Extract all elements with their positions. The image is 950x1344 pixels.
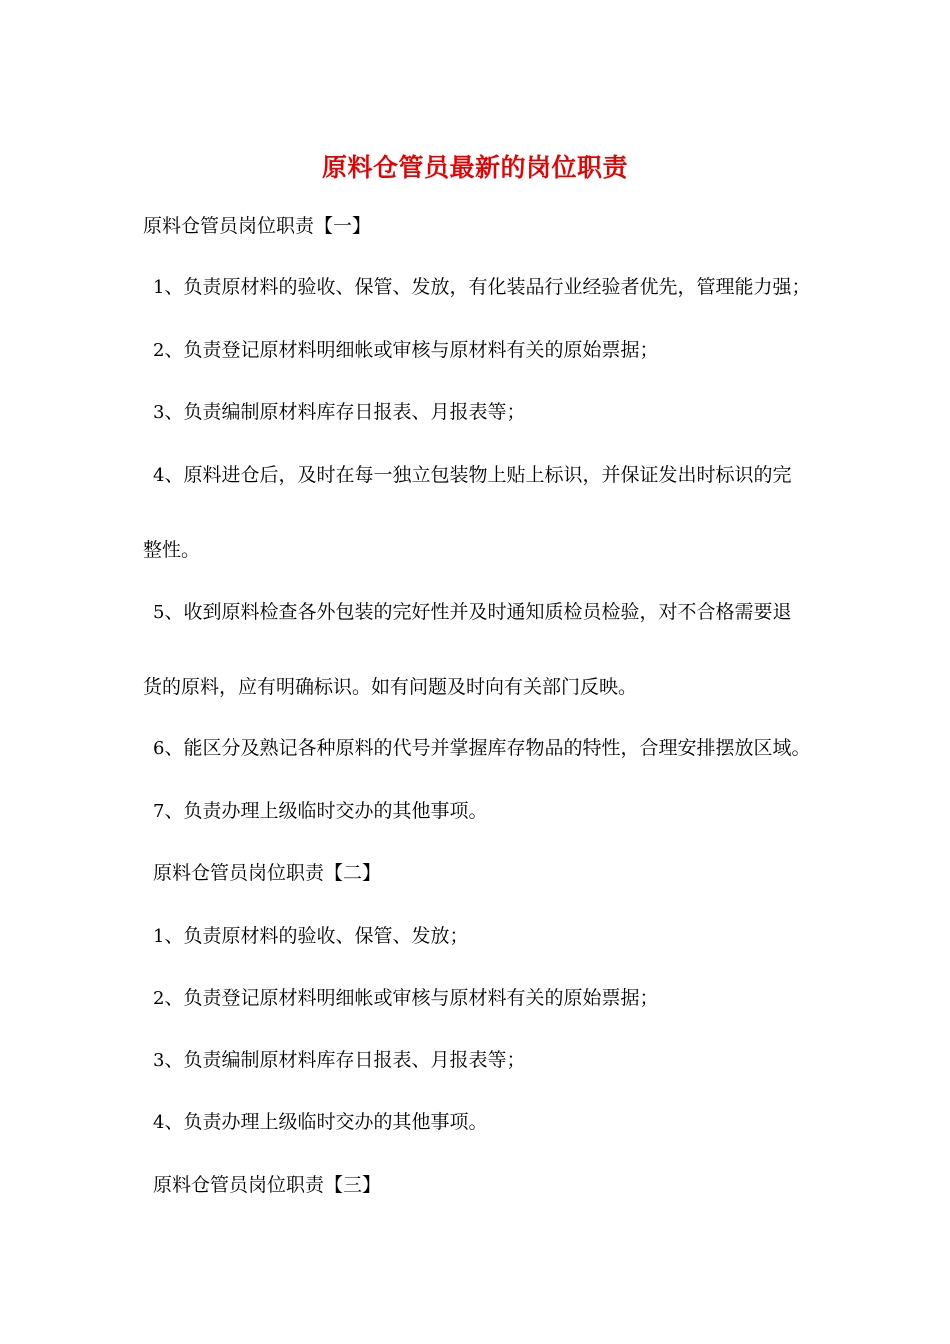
item-text: 、负责办理上级临时交办的其他事项。 — [164, 1111, 488, 1133]
item-continuation: 整性。 — [143, 539, 201, 561]
list-item — [153, 398, 525, 427]
item-text: 、负责原材料的验收、保管、发放，有化装品行业经验者优先，管理能力强； — [164, 276, 811, 298]
item-number: 4 — [153, 1112, 165, 1133]
section-heading-3: 原料仓管员岗位职责【三】 — [153, 1174, 382, 1196]
item-text: 、负责登记原材料明细帐或审核与原材料有关的原始票据； — [164, 339, 659, 361]
document-title: 原料仓管员最新的岗位职责 — [321, 153, 628, 182]
item-number: 1 — [153, 926, 165, 947]
item-number: 2 — [153, 988, 165, 1009]
item-text: 、负责登记原材料明细帐或审核与原材料有关的原始票据； — [164, 987, 659, 1009]
item-number: 5 — [153, 602, 165, 623]
list-item — [153, 598, 791, 627]
item-continuation: 货的原料，应有明确标识。如有问题及时向有关部门反映。 — [143, 676, 638, 698]
list-item — [153, 1046, 525, 1075]
list-item — [153, 797, 487, 826]
section-heading-2: 原料仓管员岗位职责【二】 — [153, 862, 382, 884]
list-item — [153, 922, 468, 951]
section-heading-1: 原料仓管员岗位职责【一】 — [143, 215, 372, 237]
item-number: 7 — [153, 801, 165, 822]
item-number: 4 — [153, 465, 165, 486]
item-text: 、负责原材料的验收、保管、发放； — [164, 925, 469, 947]
list-item — [153, 461, 791, 490]
list-item — [153, 273, 810, 302]
item-text: 、收到原料检查各外包装的完好性并及时通知质检员检验，对不合格需要退 — [164, 601, 792, 623]
list-item — [153, 1108, 487, 1137]
item-number: 3 — [153, 1050, 165, 1071]
list-item — [153, 336, 658, 365]
list-item — [153, 984, 658, 1013]
item-text: 、负责编制原材料库存日报表、月报表等； — [164, 401, 526, 423]
item-text: 、负责编制原材料库存日报表、月报表等； — [164, 1049, 526, 1071]
item-text: 、能区分及熟记各种原料的代号并掌握库存物品的特性，合理安排摆放区域。 — [164, 737, 811, 759]
item-text: 、负责办理上级临时交办的其他事项。 — [164, 800, 488, 822]
item-number: 1 — [153, 277, 165, 298]
list-item — [153, 734, 810, 763]
item-number: 2 — [153, 340, 165, 361]
item-number: 6 — [153, 738, 165, 759]
item-text: 、原料进仓后，及时在每一独立包装物上贴上标识，并保证发出时标识的完 — [164, 464, 792, 486]
item-number: 3 — [153, 402, 165, 423]
